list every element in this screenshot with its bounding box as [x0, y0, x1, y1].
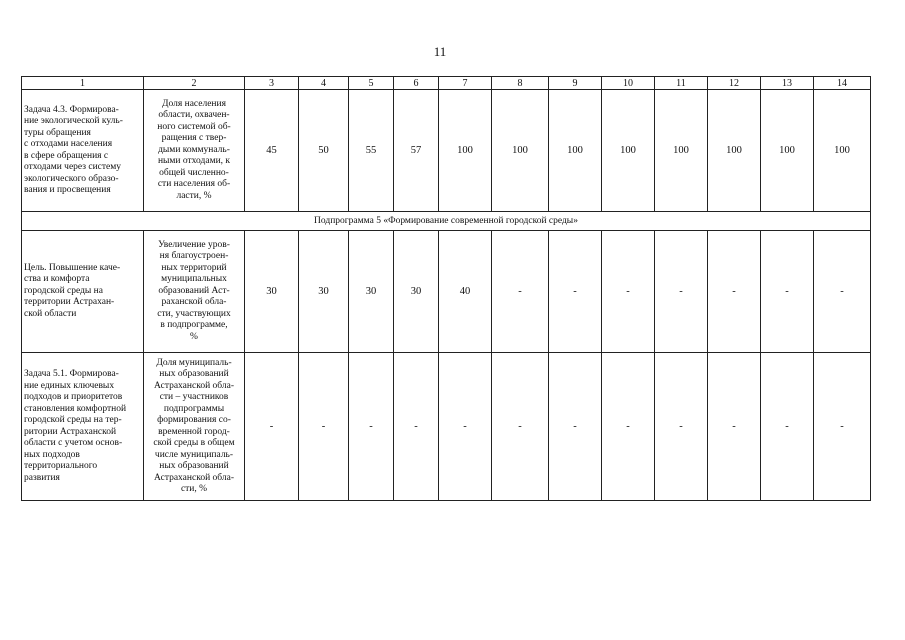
value-cell: -	[549, 231, 602, 353]
table-row	[22, 231, 871, 353]
indicator-cell: Доля муниципаль- ных образований Астраханской обла- сти – участников подпрограммы формирования со- временной город- ской среды в общем числе муниципаль- ных образований Астраханской обла- сти, %	[144, 353, 245, 501]
value-cell: 100	[492, 90, 549, 212]
value-cell: -	[492, 231, 549, 353]
value-cell: -	[602, 353, 655, 501]
column-header: 12	[708, 77, 761, 90]
value-cell: 100	[814, 90, 871, 212]
value-cell: 100	[761, 90, 814, 212]
indicators-table	[21, 76, 871, 501]
subprogram-row	[22, 212, 871, 231]
column-header: 11	[655, 77, 708, 90]
indicator-cell: Доля населения области, охвачен- ного системой об- ращения с твер- дыми коммуналь- ными отходами, к общей численно- сти населения об- ласти, %	[144, 90, 245, 212]
value-cell: 30	[349, 231, 394, 353]
column-header: 7	[439, 77, 492, 90]
subprogram-title: Подпрограмма 5 «Формирование современной городской среды»	[22, 212, 871, 231]
value-cell: -	[814, 231, 871, 353]
value-cell: 55	[349, 90, 394, 212]
value-cell: -	[602, 231, 655, 353]
value-cell: 30	[299, 231, 349, 353]
value-cell: -	[349, 353, 394, 501]
column-header: 4	[299, 77, 349, 90]
column-header: 9	[549, 77, 602, 90]
column-header: 5	[349, 77, 394, 90]
value-cell: 100	[655, 90, 708, 212]
value-cell: 100	[549, 90, 602, 212]
column-header: 2	[144, 77, 245, 90]
page-number: 11	[433, 44, 447, 59]
value-cell: 30	[394, 231, 439, 353]
value-cell: -	[299, 353, 349, 501]
goal-task-cell: Задача 4.3. Формирова- ние экологической куль- туры обращения с отходами населения в сфере обращения с отходами через систему экологического образо- вания и просвещения	[22, 90, 144, 212]
value-cell: -	[708, 231, 761, 353]
value-cell: 40	[439, 231, 492, 353]
value-cell: 45	[245, 90, 299, 212]
column-header: 8	[492, 77, 549, 90]
value-cell: -	[245, 353, 299, 501]
column-header: 3	[245, 77, 299, 90]
column-header: 10	[602, 77, 655, 90]
value-cell: -	[761, 231, 814, 353]
goal-task-cell: Цель. Повышение каче- ства и комфорта городской среды на территории Астрахан- ской области	[22, 231, 144, 353]
value-cell: 50	[299, 90, 349, 212]
value-cell: -	[394, 353, 439, 501]
value-cell: 100	[708, 90, 761, 212]
column-header: 6	[394, 77, 439, 90]
table-row	[22, 353, 871, 501]
table-header-row	[22, 77, 871, 90]
value-cell: 30	[245, 231, 299, 353]
value-cell: -	[655, 353, 708, 501]
value-cell: -	[655, 231, 708, 353]
indicator-cell: Увеличение уров- ня благоустроен- ных территорий муниципальных образований Аст- раханской обла- сти, участвующих в подпрограмме, %	[144, 231, 245, 353]
value-cell: -	[439, 353, 492, 501]
value-cell: -	[492, 353, 549, 501]
value-cell: 100	[439, 90, 492, 212]
table-row	[22, 90, 871, 212]
value-cell: 57	[394, 90, 439, 212]
value-cell: -	[814, 353, 871, 501]
value-cell: -	[761, 353, 814, 501]
column-header: 1	[22, 77, 144, 90]
value-cell: -	[549, 353, 602, 501]
column-header: 13	[761, 77, 814, 90]
value-cell: -	[708, 353, 761, 501]
column-header: 14	[814, 77, 871, 90]
goal-task-cell: Задача 5.1. Формирова- ние единых ключевых подходов и приоритетов становления комфортной городской среды на тер- ритории Астраханской области с учетом основ- ных подходов территориального развития	[22, 353, 144, 501]
value-cell: 100	[602, 90, 655, 212]
